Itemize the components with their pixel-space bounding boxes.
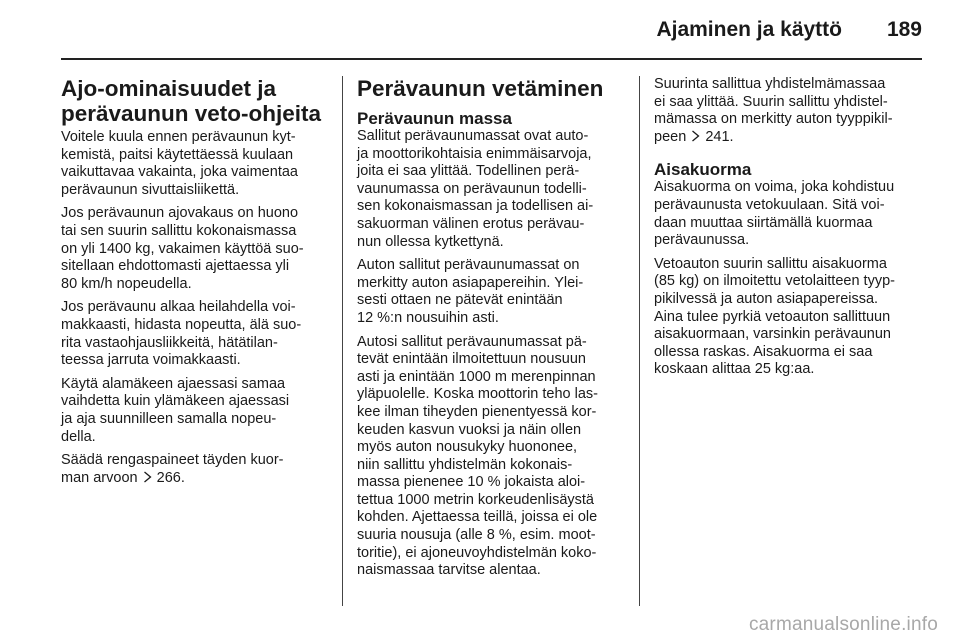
paragraph [61,452,331,487]
text-fragment: man arvoon [61,469,138,486]
text-line: Käytä alamäkeen ajaessasi samaa [61,375,286,392]
text-line: suuria nousuja (alle 8 %, esim. moot- [357,527,596,544]
text-line: niin sallittu yhdistelmän kokonais- [357,456,573,473]
page-number: 189 [886,18,922,41]
heading-line: Ajo-ominaisuudet ja [61,76,277,101]
column-divider [342,76,343,606]
page-reference-arrow-icon [143,471,152,483]
text-line: (85 kg) on ilmoitettu vetolaitteen tyyp- [654,273,895,290]
text-line: Sallitut perävaunumassat ovat auto- [357,128,589,144]
subheading-tongue-load: Aisakuorma [654,160,752,180]
text-line: Aisakuorma on voima, joka kohdistuu [654,179,895,196]
text-line: perävaunun sivuttaisliikettä. [61,181,240,198]
text-line: on yli 1400 kg, vakaimen käyttöä suo- [61,240,304,257]
column-1 [61,76,331,493]
paragraph [357,334,625,580]
text-line: teessa jarruta voimakkaasti. [61,352,241,369]
text-line: yläpuolelle. Koska moottorin teho las- [357,386,598,403]
paragraph [61,205,331,293]
text-line: perävaunussa. [654,232,750,249]
text-line: koskaan alittaa 25 kg:aa. [654,361,815,378]
text-line: aisakuormaan, varsinkin perävaunun [654,326,891,343]
paragraph [654,76,924,146]
text-line: kohden. Ajettaessa teillä, joissa ei ole [357,509,598,526]
text-line: mämassa on merkitty auton tyyppikil- [654,111,893,128]
text-line: massa pienenee 10 % jokaista aloi- [357,474,586,491]
page-reference-link[interactable]: 241. [705,128,734,145]
text-line: pikilvessä ja auton asiapapereissa. [654,290,879,307]
page-reference-arrow-icon [691,130,700,142]
text-line: vaihdetta kuin ylämäkeen ajaessasi [61,393,290,410]
text-line: ei saa ylittää. Suurin sallittu yhdistel- [654,93,888,110]
text-line: daan muuttaa siirtämällä kuormaa [654,214,873,231]
text-line: Jos perävaunun ajovakaus on huono [61,205,299,222]
watermark: carmanualsonline.info [748,614,938,635]
text-line: kee ilman tiheyden pienentyessä kor- [357,403,597,420]
text-line: asti ja enintään 1000 m merenpinnan [357,368,596,385]
text-line: tettua 1000 metrin korkeudenlisäystä [357,491,594,508]
text-line: ja moottorikohtaisia enimmäisarvoja, [357,145,592,162]
text-line: sen kokonaismassan ja todellisen ai- [357,198,594,215]
text-line: Voitele kuula ennen perävaunun kyt- [61,129,296,145]
text-line: ja aja suunnilleen samalla nopeu- [61,410,277,427]
text-line: kemistä, paitsi käytettäessä kuulaan [61,146,294,163]
page-header [0,0,960,56]
text-line: Jos perävaunu alkaa heilahdella voi- [61,299,296,316]
column-2 [357,76,625,586]
section-heading-driving-characteristics [61,76,331,126]
text-line: tai sen suurin sallittu kokonaismassa [61,222,297,239]
paragraph [61,376,331,446]
heading-line: perävaunun veto-ohjeita [61,101,322,126]
text-line: sitellaan ehdottomasti ajettaessa yli [61,258,290,275]
text-line: Aina tulee pyrkiä vetoauton sallittuun [654,308,891,325]
text-line: nun ollessa kytkettynä. [357,233,504,250]
text-line: vaunumassa on perävaunun todelli- [357,180,587,197]
text-line: vaikuttavaa vakainta, joka vaimentaa [61,164,298,181]
text-line: 12 %:n nousuihin asti. [357,309,499,326]
text-line: 80 km/h nopeudella. [61,275,192,292]
text-line: Vetoauton suurin sallittu aisakuorma [654,255,887,272]
paragraph [61,129,331,199]
text-line: della. [61,428,96,445]
text-line: makkaasti, hidasta nopeutta, älä suo- [61,316,302,333]
subheading-trailer-mass: Perävaunun massa [357,109,512,128]
text-line: toritie), ei ajoneuvoyhdistelmän koko- [357,544,597,561]
text-line: ollessa raskas. Aisakuorma ei saa [654,343,873,360]
text-line: sesti ottaen ne pätevät enintään [357,292,563,309]
text-line: rita vastaohjausliikkeitä, hätätilan- [61,334,278,351]
text-line: naismassaa tarvitse alentaa. [357,562,541,579]
text-line: keuden kasvun vuoksi ja näin ollen [357,421,582,438]
header-rule [61,58,922,60]
page-reference-link[interactable]: 266. [156,469,185,486]
section-heading-trailer-towing: Perävaunun vetäminen [357,76,604,101]
column-3 [654,76,924,385]
header-title: Ajaminen ja käyttö [656,18,842,41]
paragraph [357,128,625,251]
text-line [654,129,924,147]
text-fragment: peen [654,128,687,145]
text-line: joita ei saa ylittää. Todellinen perä- [357,163,580,180]
text-line [61,470,331,488]
paragraph [654,256,924,379]
text-line: myös auton nousukyky huononee, [357,439,578,456]
paragraph [357,257,625,327]
text-line: Säädä rengaspaineet täyden kuor- [61,452,284,469]
paragraph [654,179,924,249]
text-line: Autosi sallitut perävaunumassat pä- [357,333,587,350]
paragraph [61,299,331,369]
column-divider [639,76,640,606]
text-line: sakuorman välinen erotus perävau- [357,215,585,232]
text-line: merkitty auton asiapapereihin. Ylei- [357,274,584,291]
text-line: Suurinta sallittua yhdistelmämassaa [654,76,886,92]
text-line: perävaunusta vetokuulaan. Sitä voi- [654,196,885,213]
text-line: tevät enintään ilmoitettuun nousuun [357,351,586,368]
text-line: Auton sallitut perävaunumassat on [357,257,580,274]
